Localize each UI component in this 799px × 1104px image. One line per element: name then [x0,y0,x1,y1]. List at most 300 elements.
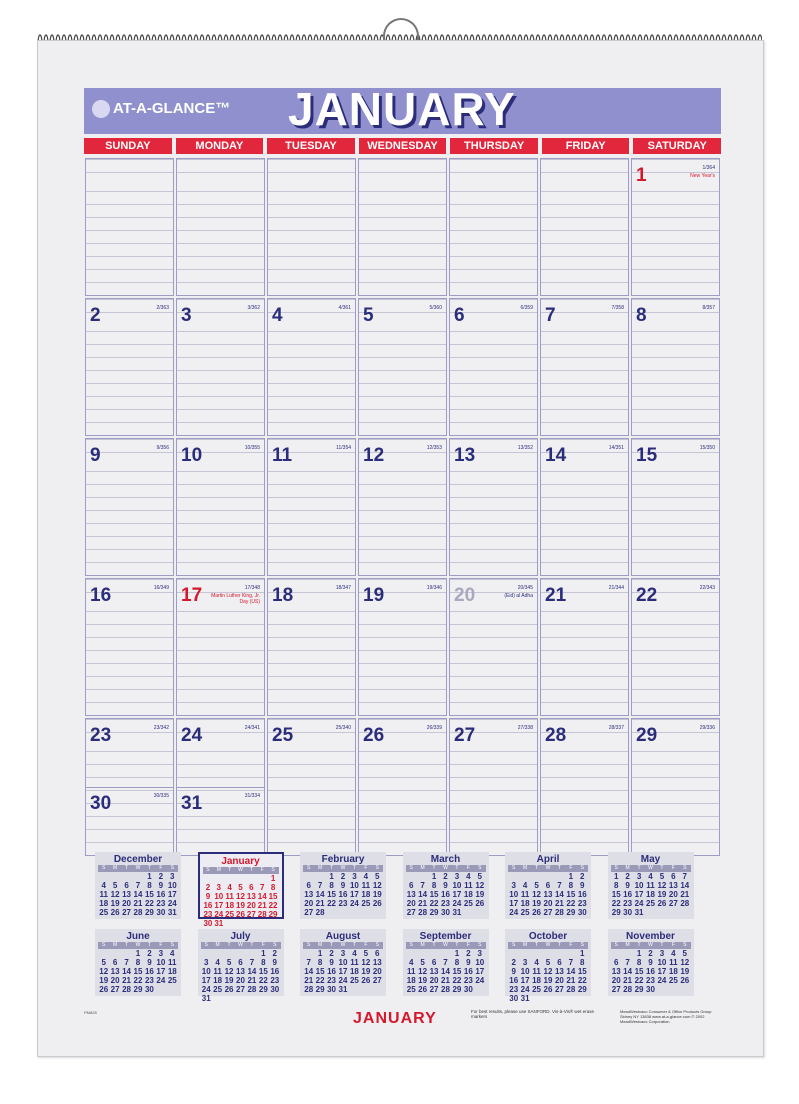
mini-days [98,949,178,994]
mini-day: 27 [543,908,553,917]
mini-day: 7 [625,958,630,967]
day-of-year: 10/355 [244,445,260,451]
holiday-note: Martin Luther King, Jr. Day (US) [211,593,260,605]
mini-day: 29 [611,908,621,917]
mini-day: 13 [236,967,245,976]
day-number: 26 [363,725,385,746]
day-cell[interactable] [267,578,356,716]
day-of-year: 29/336 [699,725,715,731]
mini-weekday: T [250,942,254,948]
mini-weekday: M [420,865,425,871]
mini-day: 21 [247,976,257,985]
mini-day: 31 [201,994,211,1003]
mini-day: 6 [238,958,243,967]
mini-day: 8 [135,958,141,967]
mini-day: 24 [338,976,348,985]
mini-day: 14 [257,892,267,901]
mini-blank [440,949,451,958]
mini-blank [235,874,246,883]
mini-day: 22 [634,976,644,985]
day-cell[interactable] [449,578,538,716]
mini-day: 23 [327,976,337,985]
day-number: 31 [181,793,203,814]
mini-day: 24 [475,976,485,985]
day-cell[interactable] [540,438,629,576]
day-cell[interactable] [358,578,447,716]
mini-day: 30 [270,985,280,994]
day-cell[interactable] [85,578,174,716]
mini-calendar-april [505,852,591,919]
day-cell[interactable] [85,158,174,296]
mini-calendar-march [403,852,489,919]
day-cell[interactable] [631,718,720,856]
mini-day: 22 [133,976,143,985]
mini-blank [201,949,212,958]
mini-day: 15 [634,967,644,976]
day-of-year: 24/341 [244,725,260,731]
weekday-wednesday: WEDNESDAY [359,138,447,154]
day-number: 28 [545,725,567,746]
mini-blank [519,872,530,881]
mini-day: 15 [429,890,439,899]
mini-day: 7 [568,958,574,967]
mini-weekday: W [443,865,448,871]
mini-day: 6 [431,958,437,967]
mini-day: 12 [99,967,109,976]
mini-day: 14 [680,881,690,890]
mini-weekday: S [580,942,584,948]
brand-name: AT-A-GLANCE™ [113,100,231,117]
mini-calendar-title: December [113,854,163,865]
mini-blank [109,872,120,881]
mini-day: 29 [258,985,268,994]
mini-day: 4 [227,883,232,892]
mini-blank [406,949,417,958]
mini-day: 1 [568,872,574,881]
day-of-year: 13/352 [517,445,533,451]
mini-day: 19 [543,976,553,985]
mini-weekday: F [261,942,265,948]
cell-divider [86,787,173,788]
mini-day: 15 [452,967,462,976]
mini-day: 10 [349,881,359,890]
mini-calendar-title: August [325,931,361,942]
mini-day: 10 [201,967,211,976]
day-cell[interactable] [85,298,174,436]
mini-day: 4 [534,958,539,967]
mini-day: 29 [452,985,462,994]
mini-day: 30 [623,908,633,917]
day-of-year: 31/334 [244,793,260,799]
mini-day: 20 [236,976,245,985]
day-cell[interactable] [267,158,356,296]
mini-day: 16 [463,967,473,976]
mini-blank [406,872,417,881]
mini-day: 23 [509,985,519,994]
mini-blank [428,949,439,958]
mini-blank [303,872,314,881]
mini-day: 20 [122,899,132,908]
day-cell[interactable] [540,158,629,296]
mini-day: 5 [682,949,687,958]
mini-day: 7 [306,958,311,967]
day-number: 20 [454,585,476,606]
mini-weekday-row [303,865,383,872]
mini-weekday: S [512,865,516,871]
day-number: 5 [363,305,374,326]
mini-day: 4 [671,949,676,958]
mini-day: 5 [238,883,243,892]
mini-blank [531,872,542,881]
mini-day: 27 [236,985,245,994]
mini-day: 6 [306,881,311,890]
day-cell[interactable] [176,158,265,296]
day-number: 17 [181,585,203,606]
mini-day: 9 [648,958,653,967]
mini-weekday: S [273,942,277,948]
mini-blank [417,949,428,958]
day-cell[interactable] [540,718,629,856]
mini-calendar-title: April [536,854,560,865]
mini-weekday-row [203,867,279,874]
mini-day: 12 [224,967,234,976]
mini-calendar-august [300,929,386,996]
mini-day: 25 [225,910,235,919]
mini-day: 23 [156,899,166,908]
mini-day: 24 [634,899,644,908]
mini-day: 4 [648,872,653,881]
mini-weekday: W [340,865,346,871]
day-of-year: 14/351 [608,445,624,451]
mini-day: 22 [452,976,462,985]
day-cell[interactable] [267,438,356,576]
day-cell[interactable] [267,298,356,436]
mini-day: 14 [418,890,428,899]
day-cell[interactable] [358,718,447,856]
day-cell[interactable] [176,298,265,436]
day-cell[interactable] [267,718,356,856]
mini-day: 6 [613,958,619,967]
mini-weekday: W [238,942,243,948]
mini-weekday: W [545,942,551,948]
mini-blank [508,872,519,881]
day-number: 18 [272,585,294,606]
mini-calendar-october [505,929,591,1003]
mini-day: 4 [466,872,471,881]
mini-day: 14 [122,967,132,976]
mini-day: 18 [99,899,109,908]
day-number: 25 [272,725,294,746]
mini-day: 25 [532,985,542,994]
day-cell[interactable] [85,718,174,856]
mini-day: 1 [261,949,266,958]
mini-day: 7 [682,872,687,881]
mini-day: 21 [623,976,633,985]
mini-day: 28 [257,910,267,919]
mini-day: 22 [315,976,325,985]
mini-day: 18 [361,890,371,899]
mini-weekday: T [455,942,459,948]
day-cell[interactable] [358,158,447,296]
day-of-year: 7/358 [611,305,624,311]
mini-day: 3 [352,872,357,881]
mini-day: 5 [545,958,551,967]
mini-day: 12 [110,890,120,899]
week-row [84,297,721,437]
mini-calendars [84,848,721,1005]
week-row [84,717,721,857]
mini-day: 27 [372,976,382,985]
mini-day: 11 [213,967,222,976]
mini-weekday: M [420,942,425,948]
mini-day: 16 [441,890,450,899]
mini-day: 1 [431,872,437,881]
mini-day: 10 [509,890,519,899]
mini-weekday: T [637,942,641,948]
mini-day: 26 [543,985,553,994]
mini-weekday: S [204,942,208,948]
mini-day: 7 [443,958,448,967]
week-row [84,437,721,577]
mini-weekday: S [614,942,618,948]
mini-calendar-title: November [626,931,675,942]
week-row [84,577,721,717]
mini-weekday: W [135,942,141,948]
mini-day: 11 [406,967,416,976]
mini-day: 1 [135,949,141,958]
day-cell[interactable] [540,298,629,436]
mini-day: 16 [338,890,348,899]
mini-day: 26 [657,899,667,908]
mini-weekday: T [330,865,334,871]
day-cell[interactable] [631,438,720,576]
mini-blank [132,872,143,881]
mini-day: 11 [99,890,108,899]
mini-day: 1 [636,949,642,958]
mini-day: 19 [99,976,109,985]
mini-weekday: S [375,865,379,871]
mini-day: 8 [329,881,334,890]
mini-day: 10 [657,958,667,967]
mini-day: 27 [110,985,120,994]
mini-day: 2 [511,958,516,967]
mini-day: 10 [167,881,177,890]
mini-blank [246,949,257,958]
mini-weekday: S [375,942,379,948]
mini-day: 13 [406,890,416,899]
day-cell[interactable] [176,438,265,576]
mini-days [406,949,486,994]
mini-day: 13 [110,967,120,976]
mini-day: 2 [340,872,346,881]
mini-blank [246,874,257,883]
mini-day: 21 [315,899,325,908]
mini-weekday: T [352,865,356,871]
mini-day: 2 [648,949,653,958]
day-of-year: 19/346 [426,585,442,591]
mini-day: 24 [156,976,166,985]
mini-day: 27 [246,910,256,919]
mini-day: 28 [304,985,314,994]
day-cell[interactable] [631,298,720,436]
mini-blank [622,949,633,958]
cell-divider [177,787,264,788]
mini-day: 8 [636,958,642,967]
mini-day: 23 [338,899,348,908]
mini-day: 30 [509,994,519,1003]
mini-day: 8 [270,883,276,892]
mini-day: 6 [557,958,562,967]
mini-weekday: T [227,942,231,948]
weekday-tuesday: TUESDAY [267,138,355,154]
day-cell[interactable] [449,438,538,576]
mini-day: 13 [372,958,382,967]
mini-days [508,949,588,1003]
mini-day: 23 [270,976,280,985]
mini-day: 7 [259,883,265,892]
mini-day: 16 [509,976,519,985]
mini-blank [98,949,109,958]
mini-day: 22 [429,899,439,908]
mini-day: 9 [443,881,448,890]
mini-day: 20 [406,899,416,908]
weekday-friday: FRIDAY [542,138,630,154]
mini-day: 14 [247,967,257,976]
mini-day: 1 [454,949,460,958]
mini-day: 10 [452,881,462,890]
mini-day: 25 [213,985,223,994]
mini-day: 15 [258,967,268,976]
mini-day: 20 [554,976,564,985]
holiday-note: New Year's [690,173,715,179]
mini-day: 31 [452,908,462,917]
mini-day: 29 [429,908,439,917]
mini-day: 21 [304,976,314,985]
mini-weekday: S [271,867,275,873]
mini-day: 2 [158,872,164,881]
mini-day: 9 [205,892,211,901]
mini-calendar-title: September [419,931,472,942]
mini-day: 15 [566,890,576,899]
mini-weekday: M [113,942,118,948]
mini-day: 17 [657,967,667,976]
mini-day: 20 [611,976,621,985]
mini-day: 27 [122,908,132,917]
mini-day: 18 [463,890,473,899]
weekday-thursday: THURSDAY [450,138,538,154]
mini-blank [314,872,325,881]
mini-weekday: S [307,865,311,871]
mini-day: 17 [201,976,211,985]
mini-day: 9 [625,881,630,890]
mini-day: 17 [167,890,177,899]
mini-weekday: T [228,867,232,873]
mini-day: 16 [646,967,655,976]
mini-day: 14 [304,967,314,976]
day-of-year: 22/343 [699,585,715,591]
mini-day: 20 [246,901,256,910]
mini-weekday: M [523,942,528,948]
mini-day: 10 [520,967,530,976]
mini-weekday-row [98,942,178,949]
mini-day: 28 [566,985,576,994]
mini-day: 9 [580,881,585,890]
mini-weekday: S [683,942,687,948]
day-cell[interactable] [176,578,265,716]
mini-days [508,872,588,917]
mini-day: 1 [317,949,323,958]
mini-day: 11 [646,881,655,890]
mini-day: 20 [668,890,678,899]
mini-day: 14 [441,967,450,976]
mini-day: 14 [133,890,143,899]
mini-day: 7 [557,881,562,890]
day-cell[interactable] [631,578,720,716]
mini-day: 28 [554,908,564,917]
mini-day: 9 [511,967,516,976]
day-cell[interactable] [449,298,538,436]
day-of-year: 12/353 [426,445,442,451]
holiday-note: (Eid) al Adha [504,593,533,599]
mini-day: 15 [133,967,143,976]
mini-day: 8 [261,958,266,967]
mini-day: 16 [327,967,337,976]
footer-publisher: MeadWestvaco Consumer & Office Products Group Sidney NY 13838 www.at-a-glance.com © 2002 MeadWestvaco Corporation [620,1009,712,1024]
mini-day: 26 [372,899,382,908]
mini-day: 2 [580,872,585,881]
day-number: 21 [545,585,567,606]
mini-day: 3 [659,949,665,958]
day-cell[interactable] [358,298,447,436]
mini-day: 11 [361,881,371,890]
mini-weekday: F [364,942,368,948]
mini-blank [565,949,576,958]
mini-weekday: S [307,942,311,948]
mini-day: 12 [418,967,428,976]
mini-day: 14 [315,890,325,899]
day-cell[interactable] [176,718,265,856]
day-number: 2 [90,305,101,326]
mini-day: 3 [454,872,460,881]
mini-day: 23 [577,899,587,908]
mini-day: 5 [101,958,106,967]
mini-day: 22 [258,976,268,985]
mini-day: 11 [168,958,177,967]
mini-blank [212,949,223,958]
mini-weekday: F [671,942,675,948]
day-number: 12 [363,445,385,466]
day-cell[interactable] [631,158,720,296]
mini-day: 9 [466,958,471,967]
mini-weekday: S [512,942,516,948]
mini-blank [417,872,428,881]
mini-weekday: T [432,942,436,948]
mini-weekday: T [660,942,664,948]
day-cell[interactable] [358,438,447,576]
mini-day: 26 [110,908,120,917]
mini-day: 1 [270,874,276,883]
day-cell[interactable] [85,438,174,576]
day-cell[interactable] [449,718,538,856]
mini-day: 5 [363,949,369,958]
day-cell[interactable] [540,578,629,716]
mini-day: 27 [429,985,439,994]
mini-weekday: S [409,942,413,948]
mini-day: 30 [463,985,473,994]
day-cell[interactable] [449,158,538,296]
mini-day: 8 [431,881,437,890]
mini-day: 4 [101,881,106,890]
